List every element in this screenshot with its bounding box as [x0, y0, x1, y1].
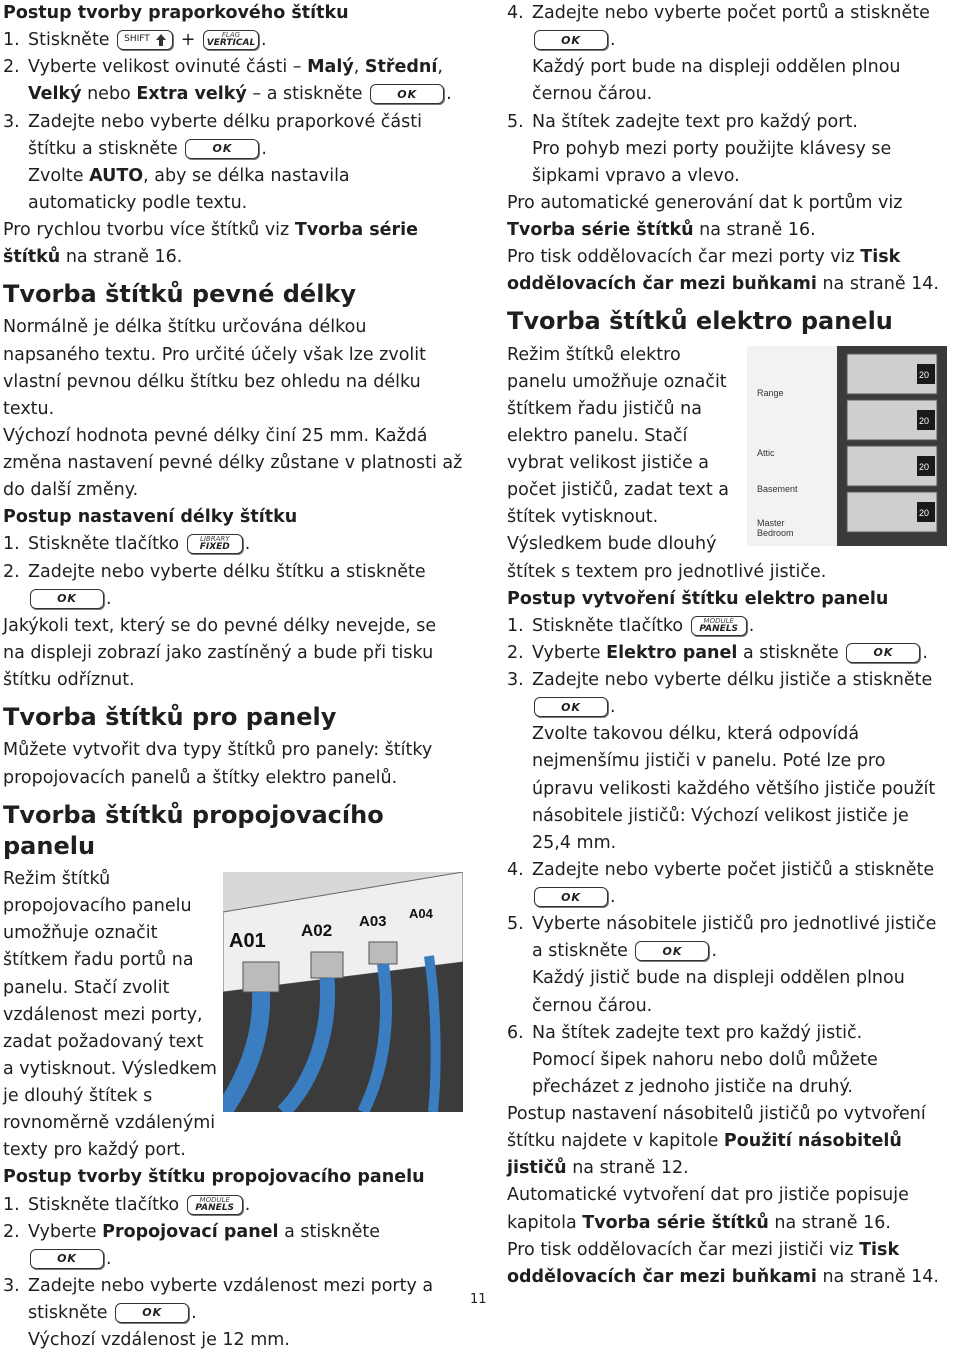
patch-note-1: Pro automatické generování dat k portům viz Tvorba série štítků na straně 16.: [507, 192, 903, 240]
ok-key-icon: OK: [185, 139, 259, 159]
elec-step-6: 6. Na štítek zadejte text pro každý jistič. Pomocí šipek nahoru nebo dolů můžete přecházet z jednoho jističe na druhý.: [507, 1022, 878, 1097]
elec-step-3: 3. Zadejte nebo vyberte délku jističe a stiskněte OK . Zvolte takovou délku, která odpovídá nejmenšímu jističi v panelu. Poté lze pro úpravu velikosti každého většího jističe použít násobitele jističů: Výchozí velikost jističe je 25,4 mm.: [507, 670, 936, 853]
flag-vertical-key-icon: FLAG VERTICAL: [203, 30, 259, 50]
flag-heading: Postup tvorby praporkového štítku: [3, 3, 349, 23]
page-number: 11: [470, 1292, 487, 1307]
right-column: [507, 0, 947, 1291]
breaker-label-bedroom: Bedroom: [757, 527, 794, 538]
patch-step-2: 2. Vyberte Propojovací panel a stiskněte OK .: [3, 1221, 380, 1269]
fixed-step-1: 1. Stiskněte tlačítko LIBRARY FIXED .: [3, 534, 251, 555]
panels-key-icon: MODULE PANELS: [691, 616, 747, 636]
electrical-paragraph: Režim štítků elektro panelu umožňuje označit štítkem řadu jističů na elektro panelu. Stačí vybrat velikost jističe a počet jističů, zadat text a štítek vytisknout. Výsledkem bude dlouhý štítek s textem pro jednotlivé jističe.: [507, 344, 827, 582]
patch-label-1: A01: [229, 930, 266, 952]
patch-panel-figure: [223, 872, 463, 1112]
panels-heading: Tvorba štítků pro panely: [3, 703, 337, 732]
patch-step-4: 4. Zadejte nebo vyberte počet portů a stiskněte OK . Každý port bude na displeji oddělen plnou černou čárou.: [507, 3, 930, 105]
patch-step-5: 5. Na štítek zadejte text pro každý port. Pro pohyb mezi porty použijte klávesy se šipkami vpravo a vlevo.: [507, 111, 892, 186]
elec-step-5: 5. Vyberte násobitele jističů pro jednotlivé jističe a stiskněte OK . Každý jistič bude na displeji oddělen plnou černou čárou.: [507, 914, 937, 1016]
breaker-rating-3: 20: [919, 461, 930, 472]
patch-label-4: A04: [409, 906, 433, 921]
ok-key-icon: OK: [846, 643, 920, 663]
ok-key-icon: OK: [534, 887, 608, 907]
electrical-heading: Tvorba štítků elektro panelu: [507, 307, 893, 336]
left-column: [3, 0, 463, 1354]
ok-key-icon: OK: [534, 30, 608, 50]
ok-key-icon: OK: [534, 697, 608, 717]
elec-note-3: Pro tisk oddělovacích čar mezi jističi viz Tisk oddělovacích čar mezi buňkami na straně 14.: [507, 1239, 939, 1287]
patch-step-3: 3. Zadejte nebo vyberte vzdálenost mezi porty a stiskněte OK . Výchozí vzdálenost je 12 mm.: [3, 1275, 434, 1351]
elec-note-2: Automatické vytvoření dat pro jističe popisuje kapitola Tvorba série štítků na straně 16.: [507, 1185, 909, 1233]
ok-key-icon: OK: [30, 1249, 104, 1269]
breaker-label-attic: Attic: [757, 447, 775, 458]
up-arrow-icon: [156, 34, 166, 46]
electrical-subheading: Postup vytvoření štítku elektro panelu: [507, 588, 889, 609]
breaker-label-master: Master: [757, 517, 785, 528]
electrical-panel-figure: [747, 346, 947, 546]
elec-step-4: 4. Zadejte nebo vyberte počet jističů a stiskněte OK .: [507, 859, 935, 908]
patch-step-1: 1. Stiskněte tlačítko MODULE PANELS .: [3, 1194, 251, 1215]
breaker-label-basement: Basement: [757, 483, 798, 494]
breaker-label-range: Range: [757, 387, 784, 398]
fixed-paragraph-3: Jakýkoli text, který se do pevné délky nevejde, se na displeji zobrazí jako zastíněný a bude při tisku štítku odříznut.: [3, 615, 437, 691]
panels-paragraph: Můžete vytvořit dva typy štítků pro panely: štítky propojovacích panelů a štítky elektro panelů.: [3, 740, 433, 788]
fixed-paragraph-1: Normálně je délka štítku určována délkou napsaného textu. Pro určité účely však lze zvolit vlastní pevnou délku štítku bez ohledu na délku textu.: [3, 317, 427, 419]
fixed-key-icon: LIBRARY FIXED: [187, 534, 243, 554]
patch-label-2: A02: [301, 921, 333, 940]
ok-key-icon: OK: [115, 1303, 189, 1323]
ok-key-icon: OK: [30, 589, 104, 609]
flag-step-2: 2. Vyberte velikost ovinuté části – Malý, Střední, Velký nebo Extra velký – a stiskněte OK .: [3, 57, 452, 105]
breaker-rating-4: 20: [919, 507, 930, 518]
patch-note-2: Pro tisk oddělovacích čar mezi porty viz Tisk oddělovacích čar mezi buňkami na straně 14.: [507, 247, 939, 295]
flag-step-1: 1. Stiskněte SHIFT + FLAG VERTICAL .: [3, 30, 267, 51]
fixed-subheading: Postup nastavení délky štítku: [3, 507, 298, 528]
panels-key-icon: MODULE PANELS: [187, 1195, 243, 1215]
elec-step-2: 2. Vyberte Elektro panel a stiskněte OK .: [507, 642, 928, 663]
breaker-rating-1: 20: [919, 369, 930, 380]
patch-heading: Tvorba štítků propojovacího panelu: [3, 800, 384, 860]
ok-key-icon: OK: [635, 941, 709, 961]
patch-paragraph: Režim štítků propojovacího panelu umožňuje označit štítkem řadu portů na panelu. Stačí zvolit vzdálenost mezi porty, zadat požadovaný text a vytisknout. Výsledkem je dlouhý štítek s rovnoměrně vzdálenými texty pro každý port.: [3, 869, 217, 1161]
shift-key-icon: SHIFT: [117, 30, 173, 50]
ok-key-icon: OK: [370, 84, 444, 104]
fixed-heading: Tvorba štítků pevné délky: [3, 280, 357, 309]
elec-step-1: 1. Stiskněte tlačítko MODULE PANELS .: [507, 615, 755, 636]
fixed-paragraph-2: Výchozí hodnota pevné délky činí 25 mm. Každá změna nastavení pevné délky zůstane v platnosti až do další změny.: [3, 425, 463, 501]
breaker-rating-2: 20: [919, 415, 930, 426]
fixed-step-2: 2. Zadejte nebo vyberte délku štítku a stiskněte OK .: [3, 561, 426, 609]
elec-note-1: Postup nastavení násobitelů jističů po vytvoření štítku najdete v kapitole Použití násobitelů jističů na straně 12.: [507, 1104, 926, 1179]
patch-subheading: Postup tvorby štítku propojovacího panelu: [3, 1167, 425, 1188]
flag-step-3: 3. Zadejte nebo vyberte délku praporkové části štítku a stiskněte OK . Zvolte AUTO, aby se délka nastavila automaticky podle textu.: [3, 111, 422, 213]
flag-note: Pro rychlou tvorbu více štítků viz Tvorba série štítků na straně 16.: [3, 220, 419, 268]
patch-label-3: A03: [359, 913, 387, 930]
